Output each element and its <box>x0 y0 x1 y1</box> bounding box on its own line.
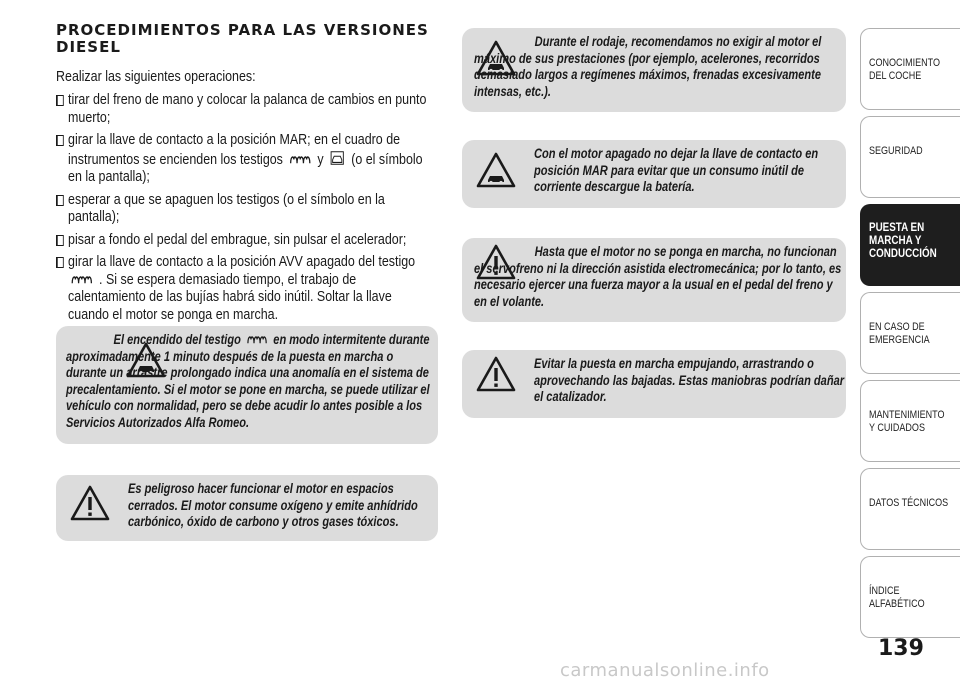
note-text: Hasta que el motor no se ponga en marcha, no funcionan el servofreno ni la dirección asistida electromecánica; por lo tanto, es necesario ejercer una fuerza mayor a la usual en el pedal del freno y en el volante. <box>474 244 842 309</box>
note-text: Con el motor apagado no dejar la llave de contacto en posición MAR para evitar que un consumo inútil de corriente descargue la batería. <box>534 146 819 194</box>
note-text: Evitar la puesta en marcha empujando, arrastrando o aprovechando las bajadas. Estas maniobras podrían dañar el catalizador. <box>534 356 845 404</box>
note-glow-plug: El encendido del testigo en modo intermitente durante aproximadamente 1 minuto después de la puesta en marcha o durante un arrastre prolongado indica una anomalía en el sistema de precalentamiento. Si el motor se pone en marcha, se puede utilizar el vehículo con normalidad, pero se debe acudir lo antes posible a los Servicios Autorizados Alfa Romeo. <box>56 326 438 444</box>
tab-datos-tecnicos[interactable]: DATOS TÉCNICOS <box>860 468 960 550</box>
warning-triangle-icon <box>476 356 516 392</box>
glow-plug-icon <box>246 333 269 346</box>
note-text: Es peligroso hacer funcionar el motor en espacios cerrados. El motor consume oxígeno y emite anhídrido carbónico, óxido de carbono y otros gases tóxicos. <box>128 481 418 529</box>
warning-triangle-icon <box>70 485 110 521</box>
note-closed-spaces <box>56 475 438 541</box>
steps-list <box>56 92 434 329</box>
tab-seguridad[interactable]: SEGURIDAD <box>860 116 960 198</box>
tab-conocimiento-del-coche[interactable]: CONOCIMIENTO DEL COCHE <box>860 28 960 110</box>
list-item: girar la llave de contacto a la posición AVV apagado del testigo . Si se espera demasiado tiempo, el trabajo de calentamiento de las bujías habrá sido inútil. Soltar la llave cuando el motor se ponga en marcha. <box>56 254 434 324</box>
note-battery <box>462 140 846 208</box>
glow-plug-icon <box>70 273 94 286</box>
checkbox-bullet-icon <box>56 235 64 246</box>
section-title: PROCEDIMIENTOS PARA LAS VERSIONES DIESEL <box>56 21 429 56</box>
tab-en-caso-de-emergencia[interactable]: EN CASO DE EMERGENCIA <box>860 292 960 374</box>
list-item: pisar a fondo el pedal del embrague, sin pulsar el acelerador; <box>56 232 434 250</box>
car-warning-triangle-icon <box>476 152 516 188</box>
tab-mantenimiento[interactable]: MANTENIMIENTO Y CUIDADOS <box>860 380 960 462</box>
note-text: Durante el rodaje, recomendamos no exigir al motor el máximo de sus prestaciones (por ejemplo, acelerones, recorridos demasiado largos a regímenes máximos, frenadas excesivamente intensas, etc.). <box>474 34 822 99</box>
list-item: tirar del freno de mano y colocar la palanca de cambios en punto muerto; <box>56 92 434 127</box>
checkbox-bullet-icon <box>56 257 64 268</box>
checkbox-bullet-icon <box>56 95 64 106</box>
tab-puesta-en-marcha[interactable]: PUESTA EN MARCHA Y CONDUCCIÓN <box>860 204 960 286</box>
note-catalyst <box>462 350 846 418</box>
list-item: esperar a que se apaguen los testigos (o el símbolo en la pantalla); <box>56 192 434 227</box>
checkbox-bullet-icon <box>56 195 64 206</box>
watermark: carmanualsonline.info <box>560 660 770 681</box>
page-number: 139 <box>878 636 924 661</box>
car-warning-icon <box>329 150 346 166</box>
note-running-in <box>462 28 846 112</box>
note-servo <box>462 238 846 322</box>
glow-plug-icon <box>288 153 312 166</box>
intro-text: Realizar las siguientes operaciones: <box>56 69 256 85</box>
list-item: girar la llave de contacto a la posición MAR; en el cuadro de instrumentos se encienden los testigos y (o el símbolo en la pantalla); <box>56 132 434 187</box>
checkbox-bullet-icon <box>56 135 64 146</box>
tab-indice-alfabetico[interactable]: ÍNDICE ALFABÉTICO <box>860 556 960 638</box>
